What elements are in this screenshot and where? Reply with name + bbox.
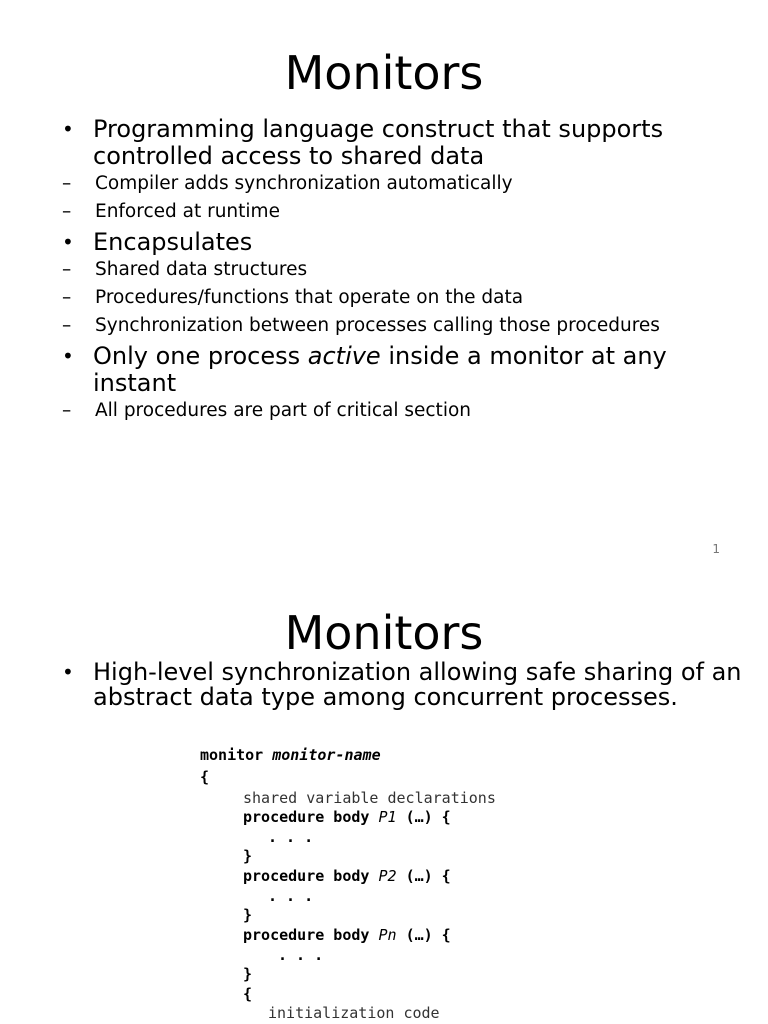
bullet-item (62, 116, 742, 170)
code-init-open-brace: { (243, 985, 253, 1003)
dash-marker: – (62, 287, 72, 308)
bullet-text: Programming language construct that supports controlled access to shared data (93, 115, 664, 170)
sub-bullet-item (62, 315, 742, 337)
dash-marker: – (62, 173, 72, 194)
sub-bullet-text: Synchronization between processes calling those procedures (95, 315, 660, 336)
keyword-monitor: monitor (200, 746, 264, 764)
monitor-name: monitor-name (272, 746, 381, 764)
code-line-procedure-pn (243, 928, 451, 943)
sub-bullet-item (62, 201, 742, 223)
dash-marker: – (62, 315, 72, 336)
keyword-procedure-body: procedure body (243, 808, 370, 826)
sub-bullet-text: Shared data structures (95, 259, 308, 280)
dash-marker: – (62, 259, 72, 280)
code-ellipsis: . . . (278, 946, 324, 964)
bullet-text-emphasis: active (307, 342, 381, 370)
code-close-brace: } (243, 965, 253, 983)
code-close-brace: } (243, 906, 253, 924)
procedure-name: P1 (378, 808, 397, 826)
code-line-monitor (200, 748, 381, 763)
sub-bullet-item (62, 173, 742, 195)
keyword-procedure-body: procedure body (243, 926, 370, 944)
sub-bullet-group (62, 173, 742, 223)
sub-bullet-item (62, 287, 742, 309)
sub-bullet-group (62, 400, 742, 422)
bullet-item (62, 229, 742, 256)
code-ellipsis: . . . (268, 887, 314, 905)
procedure-name: Pn (378, 926, 397, 944)
procedure-params: (…) { (405, 808, 451, 826)
procedure-name: P2 (378, 867, 397, 885)
bullet-item (62, 343, 742, 397)
code-ellipsis: . . . (268, 828, 314, 846)
bullet-text-after: inside a monitor at any instant (93, 342, 667, 397)
sub-bullet-group (62, 259, 742, 337)
dash-marker: – (62, 201, 72, 222)
procedure-params: (…) { (405, 926, 451, 944)
bullet-text-before: Only one process (93, 342, 308, 370)
bullet-list (62, 660, 742, 712)
bullet-list (62, 116, 742, 428)
sub-bullet-text: All procedures are part of critical section (95, 400, 471, 421)
dash-marker: – (62, 400, 72, 421)
bullet-marker: • (62, 117, 74, 141)
slide-title: Monitors (284, 46, 484, 100)
bullet-item (62, 660, 742, 710)
sub-bullet-text: Procedures/functions that operate on the data (95, 287, 524, 308)
code-open-brace: { (200, 768, 210, 786)
code-init-code: initialization code (268, 1004, 440, 1022)
bullet-marker: • (62, 230, 74, 254)
code-line-procedure-p1 (243, 810, 451, 825)
code-close-brace: } (243, 847, 253, 865)
procedure-params: (…) { (405, 867, 451, 885)
sub-bullet-item (62, 400, 742, 422)
code-shared-decl: shared variable declarations (243, 789, 496, 807)
keyword-procedure-body: procedure body (243, 867, 370, 885)
sub-bullet-item (62, 259, 742, 281)
bullet-marker: • (62, 344, 74, 368)
bullet-text: Encapsulates (93, 228, 253, 256)
sub-bullet-text: Compiler adds synchronization automatically (95, 173, 513, 194)
slide-title: Monitors (284, 606, 484, 660)
bullet-text: High-level synchronization allowing safe sharing of an abstract data type among concurrent processes. (93, 658, 742, 711)
slide-2 (0, 580, 768, 1024)
page-number: 1 (712, 542, 720, 556)
bullet-marker: • (62, 660, 74, 684)
code-line-procedure-p2 (243, 869, 451, 884)
sub-bullet-text: Enforced at runtime (95, 201, 280, 222)
